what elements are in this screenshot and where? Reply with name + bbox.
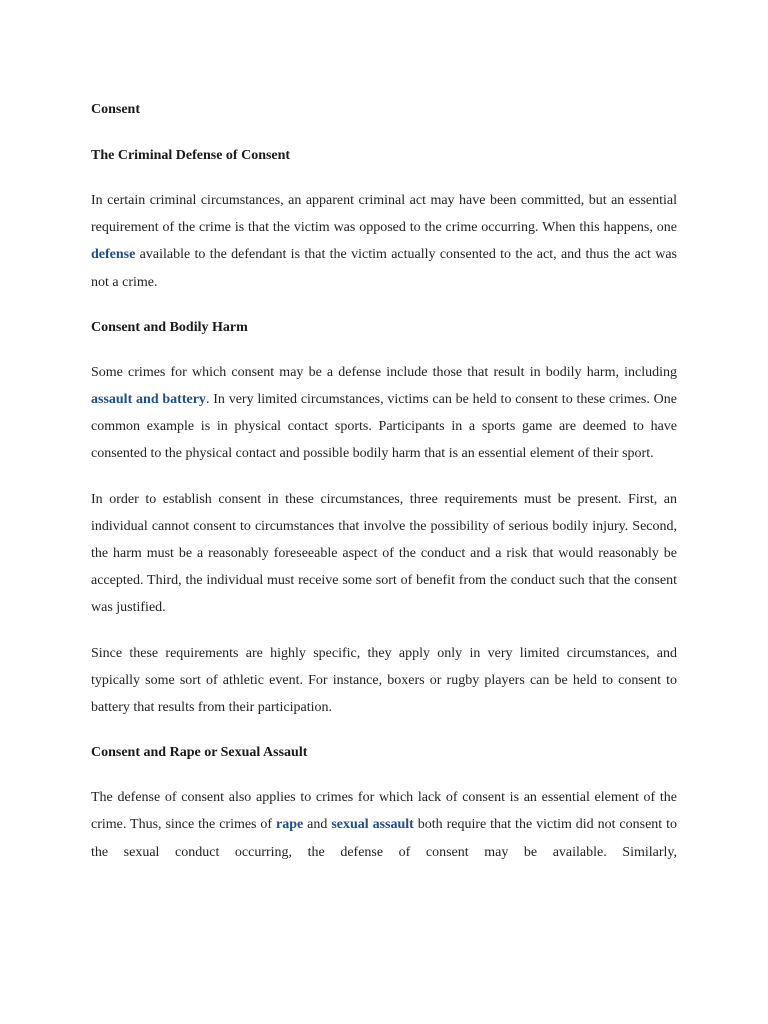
paragraph: In certain criminal circumstances, an apparent criminal act may have been committed, but an essential requirement of the crime is that the victim was opposed to the crime occurring. When this happens, one defense available to the defendant is that the victim actually consented to the act, and thus the act was not a crime. bbox=[91, 193, 677, 290]
paragraph: The defense of consent also applies to crimes for which lack of consent is an essential element of the crime. Thus, since the crimes of rape and sexual assault both require that the victim did not consent to the sexual conduct occurring, the defense of consent may be available. Similarly, bbox=[91, 790, 677, 860]
paragraph: In order to establish consent in these circumstances, three requirements must be present. First, an individual cannot consent to circumstances that involve the possibility of serious bodily injury. Second, the harm must be a reasonably foreseeable aspect of the conduct and a risk that would reasonably be accepted. Third, the individual must receive some sort of benefit from the conduct such that the consent was justified. bbox=[91, 491, 677, 616]
paragraph: Some crimes for which consent may be a defense include those that result in bodily harm, including assault and battery. In very limited circumstances, victims can be held to consent to these crimes. One common example is in physical contact sports. Participants in a sports game are deemed to have consented to the physical contact and possible bodily harm that is an essential element of their sport. bbox=[91, 364, 677, 462]
rape-link[interactable]: rape bbox=[276, 817, 304, 833]
section-heading-criminal-defense: The Criminal Defense of Consent bbox=[91, 148, 291, 163]
document-page bbox=[91, 96, 677, 884]
defense-link[interactable]: defense bbox=[91, 247, 136, 263]
section-heading-bodily-harm: Consent and Bodily Harm bbox=[91, 319, 248, 335]
section-heading-rape-sexual-assault: Consent and Rape or Sexual Assault bbox=[91, 745, 308, 761]
sexual-assault-link[interactable]: sexual assault bbox=[331, 817, 414, 833]
assault-and-battery-link[interactable]: assault and battery bbox=[91, 392, 206, 408]
document-title: Consent bbox=[91, 102, 141, 117]
paragraph: Since these requirements are highly specific, they apply only in very limited circumstances, and typically some sort of athletic event. For instance, boxers or rugby players can be held to consent to battery that results from their participation. bbox=[91, 645, 677, 716]
